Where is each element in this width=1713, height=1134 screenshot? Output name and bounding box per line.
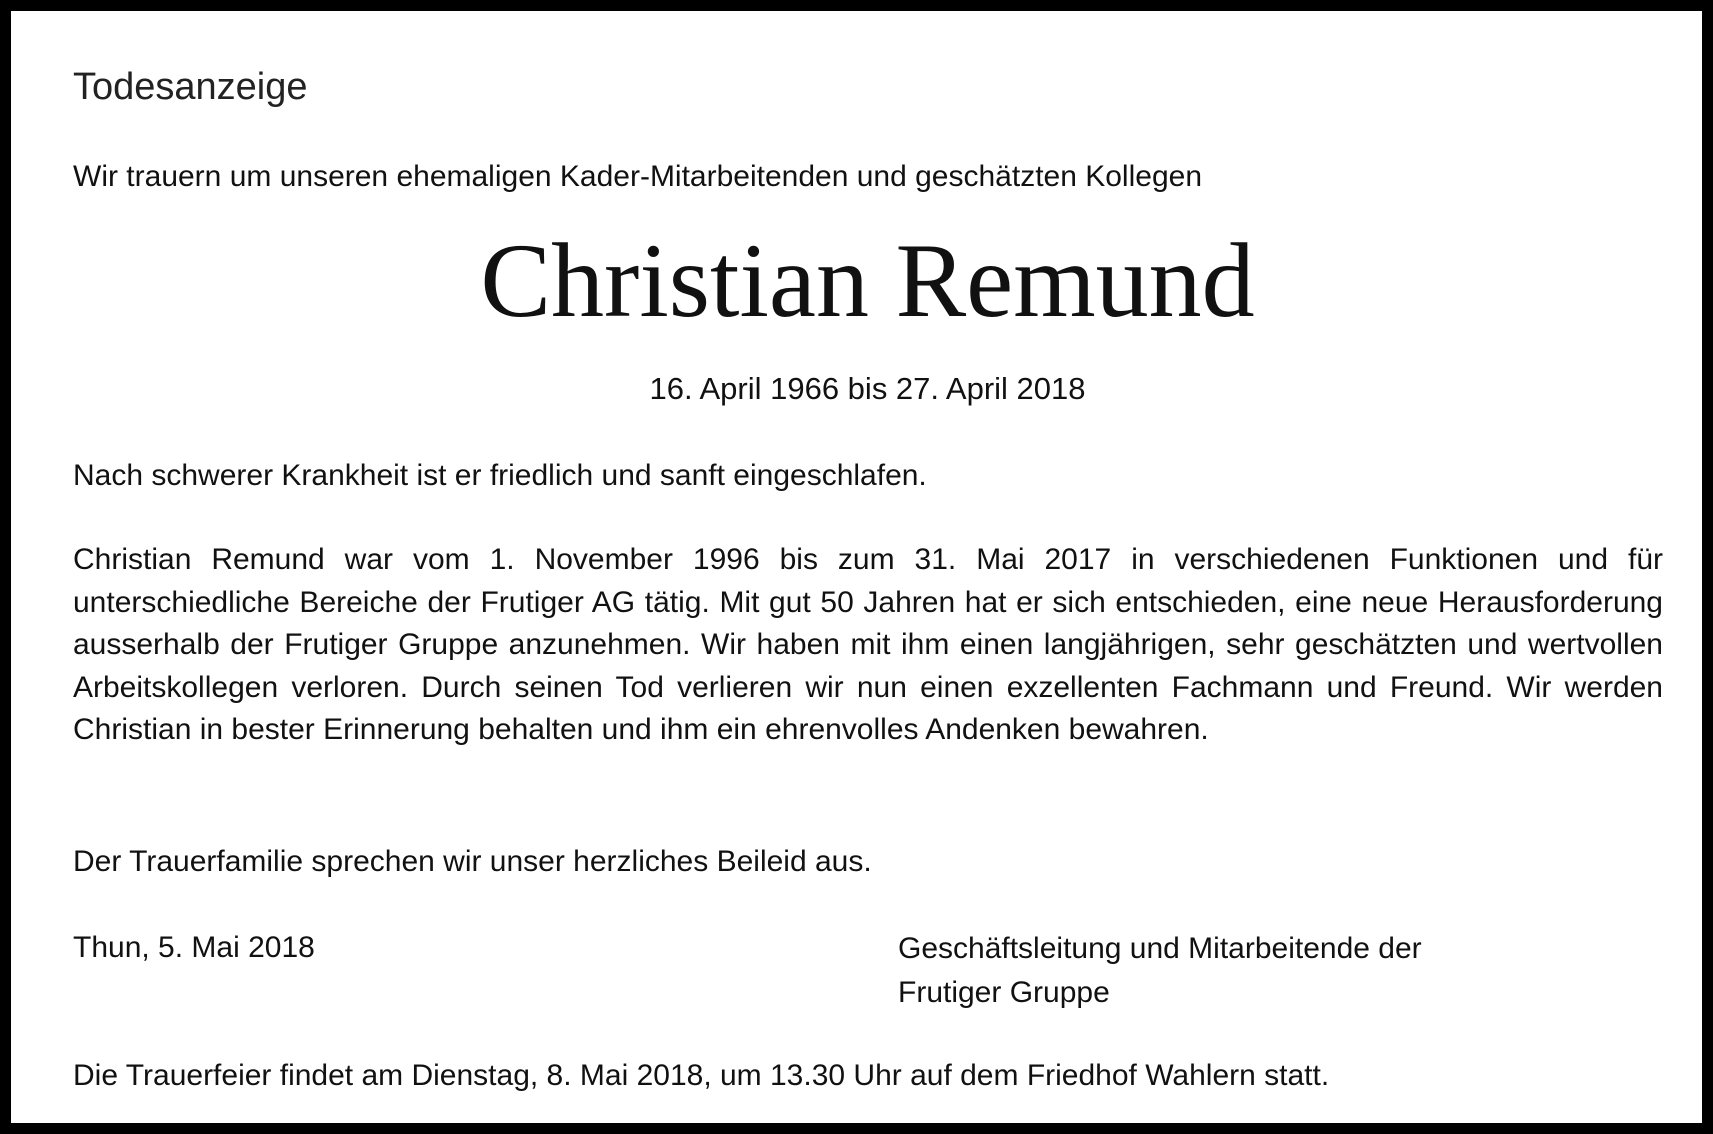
life-dates: 16. April 1966 bis 27. April 2018 xyxy=(649,371,1086,406)
signature-block xyxy=(898,927,1422,1015)
place-date: Thun, 5. Mai 2018 xyxy=(73,931,315,964)
signature-line-2: Frutiger Gruppe xyxy=(898,976,1110,1009)
passing-paragraph: Nach schwerer Krankheit ist er friedlich und sanft eingeschlafen. xyxy=(73,459,927,492)
career-paragraph: Christian Remund war vom 1. November 1996 bis zum 31. Mai 2017 in verschiedenen Funktionen und für unterschiedliche Bereiche der Frutiger AG tätig. Mit gut 50 Jahren hat er sich entschieden, eine neue Herausforderung ausserhalb der Frutiger Gruppe anzunehmen. Wir haben mit ihm einen langjährigen, sehr geschätzten und wertvollen Arbeitskollegen verloren. Durch seinen Tod verlieren wir nun einen exzellenten Fachmann und Freund. Wir werden Christian in bester Erinnerung behalten und ihm ein ehrenvolles Andenken bewahren. xyxy=(73,543,1663,746)
deceased-name: Christian Remund xyxy=(480,222,1255,339)
condolence-paragraph: Der Trauerfamilie sprechen wir unser herzliches Beileid aus. xyxy=(73,845,872,878)
notice-label: Todesanzeige xyxy=(73,66,308,108)
ceremony-info: Die Trauerfeier findet am Dienstag, 8. Mai 2018, um 13.30 Uhr auf dem Friedhof Wahlern statt. xyxy=(73,1059,1330,1092)
intro-text: Wir trauern um unseren ehemaligen Kader-Mitarbeitenden und geschätzten Kollegen xyxy=(73,160,1202,193)
signature-line-1: Geschäftsleitung und Mitarbeitende der xyxy=(898,932,1422,965)
